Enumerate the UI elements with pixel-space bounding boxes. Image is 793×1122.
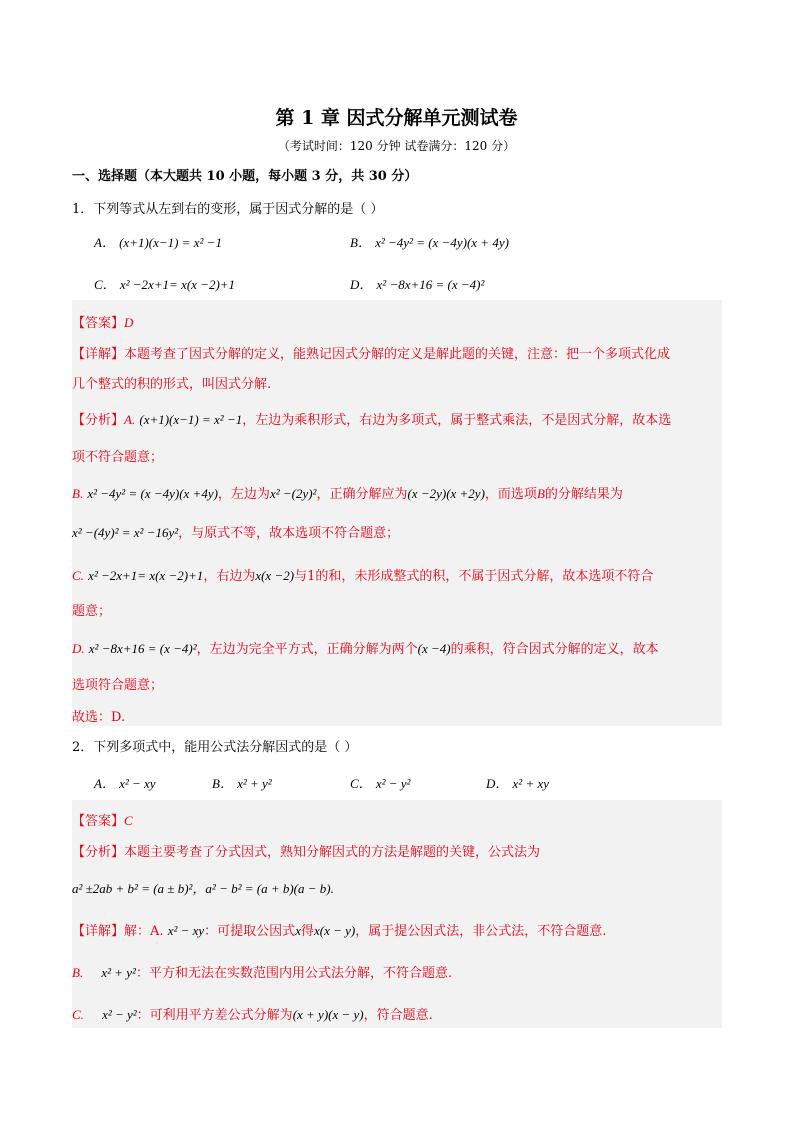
q2-option-b [212, 773, 272, 792]
q2-option-c [350, 773, 410, 792]
analysis-text: 本题主要考查了分式因式，熟知分解因式的方法是解题的关键，公式法为 [124, 845, 541, 860]
analysis-tag: 【分析】 [72, 845, 125, 860]
q1-option-b [350, 232, 509, 251]
q2-detail-a [72, 920, 606, 939]
expr: x² + y² [101, 965, 136, 980]
q2-detail-b [72, 962, 452, 981]
text: 得 [300, 924, 314, 939]
text-a: ，左边为乘积形式，右边为多项式，属于整式乘法，不是因式分解，故本选 [242, 413, 672, 428]
option-label: D． [486, 776, 509, 791]
answer-value: D [124, 315, 134, 330]
option-label: A． [94, 235, 115, 250]
expr-a: (x+1)(x−1) = x² −1 [139, 412, 243, 427]
q1-answer [72, 312, 133, 331]
option-expr: x² − xy [119, 776, 156, 791]
expr: x² − xy [167, 923, 205, 938]
q2-formula [72, 878, 334, 897]
label-d: D. [72, 641, 85, 656]
expr: (x + y)(x − y) [292, 1007, 364, 1022]
option-label: D． [350, 277, 373, 292]
expr: (x −2y)(x +2y) [407, 486, 485, 501]
expr: x² − y² [102, 1007, 137, 1022]
text: ，右边为 [203, 569, 256, 584]
text: ，符合题意. [363, 1008, 433, 1023]
q2-option-d [486, 773, 549, 792]
option-expr: x² + y² [237, 776, 272, 791]
formula: a² ±2ab + b² = (a ± b)²，a² − b² = (a + b)(a − b). [72, 881, 334, 896]
q2-analysis [72, 841, 540, 860]
expr-d: x² −8x+16 = (x −4)² [88, 641, 197, 656]
q1-analysis-a [72, 409, 671, 428]
expr: x(x − y) [313, 923, 356, 938]
option-label: B． [350, 235, 371, 250]
option-expr: x² − y² [375, 776, 411, 791]
text: ，属于提公因式法，非公式法，不符合题意. [355, 924, 607, 939]
q1-analysis-a-2: 项不符合题意； [72, 450, 164, 465]
q1-option-d [350, 274, 484, 293]
page-title: 第 1 章 因式分解单元测试卷 [275, 107, 518, 129]
exam-info: （考试时间：120 分钟 试卷满分：120 分） [277, 139, 516, 153]
q1-detail-line-1 [72, 343, 670, 362]
analysis-tag: 【分析】 [72, 413, 125, 428]
text: 的分解结果为 [544, 487, 623, 502]
q1-analysis-c-2: 题意； [72, 604, 112, 619]
expr: B [536, 486, 545, 501]
q1-conclusion: 故选：D. [72, 710, 126, 725]
question-2-stem: 2．下列多项式中，能用公式法分解因式的是（ ） [72, 740, 358, 755]
label-a: A. [124, 412, 136, 427]
text: ，左边为完全平方式，正确分解为两个 [196, 642, 418, 657]
option-expr: x² −4y² = (x −4y)(x + 4y) [375, 235, 509, 250]
option-expr: (x+1)(x−1) = x² −1 [119, 235, 222, 250]
expr-b: x² −4y² = (x −4y)(x +4y) [87, 486, 218, 501]
detail-tag: 【详解】 [72, 347, 125, 362]
label-b: B. [72, 486, 84, 501]
q1-detail-line-2: 几个整式的积的形式，叫因式分解. [72, 377, 272, 392]
q1-analysis-d-2: 选项符合题意； [72, 678, 164, 693]
q2-option-a [94, 773, 156, 792]
q1-solution-box [72, 300, 722, 726]
q1-analysis-d [72, 638, 659, 657]
q1-analysis-c [72, 565, 653, 584]
answer-value: C [124, 813, 133, 828]
expr: x² −(4y)² = x² −16y² [72, 525, 179, 540]
answer-tag: 【答案】 [72, 814, 125, 829]
section-heading: 一、选择题（本大题共 10 小题，每小题 3 分，共 30 分） [72, 169, 418, 184]
text: 的乘积，符合因式分解的定义，故本 [450, 642, 659, 657]
answer-tag: 【答案】 [72, 316, 125, 331]
text: ，正确分解应为 [316, 487, 408, 502]
text: ：平方和无法在实数范围内用公式法分解，不符合题意. [135, 966, 453, 981]
question-1-stem: 1．下列等式从左到右的变形，属于因式分解的是（ ） [72, 202, 384, 217]
label-c: C. [72, 1007, 84, 1022]
expr: x(x −2) [255, 568, 295, 583]
expr: (x −4) [417, 641, 451, 656]
expr-c: x² −2x+1= x(x −2)+1 [88, 568, 204, 583]
option-label: C． [350, 776, 372, 791]
expr: x [295, 923, 301, 938]
text: ，而选项 [484, 487, 537, 502]
label-c: C. [72, 568, 84, 583]
option-expr: x² −8x+16 = (x −4)² [376, 277, 485, 292]
option-label: C． [94, 277, 116, 292]
text: ：可利用平方差公式分解为 [136, 1008, 293, 1023]
q2-solution-box [72, 800, 722, 1028]
q1-option-c [94, 274, 235, 293]
text: ，与原式不等，故本选项不符合题意； [178, 526, 400, 541]
detail-text: 本题考查了因式分解的定义，能熟记因式分解的定义是解此题的关键，注意：把一个多项式化成 [124, 347, 671, 362]
text: ：可提取公因式 [204, 924, 296, 939]
q2-detail-c [72, 1004, 433, 1023]
q1-analysis-b-2 [72, 522, 399, 541]
option-label: A． [94, 776, 115, 791]
q2-answer [72, 810, 133, 829]
expr: x² −(2y)² [269, 486, 317, 501]
q1-option-a [94, 232, 222, 251]
text: 解：A. [124, 924, 164, 939]
q1-analysis-b [72, 483, 623, 502]
text: 与1的和，未形成整式的积，不属于因式分解，故本选项不符合 [294, 569, 654, 584]
detail-tag: 【详解】 [72, 924, 125, 939]
option-expr: x² −2x+1= x(x −2)+1 [119, 277, 236, 292]
text: ，左边为 [217, 487, 270, 502]
option-label: B． [212, 776, 233, 791]
option-expr: x² + xy [512, 776, 550, 791]
label-b: B. [72, 965, 84, 980]
